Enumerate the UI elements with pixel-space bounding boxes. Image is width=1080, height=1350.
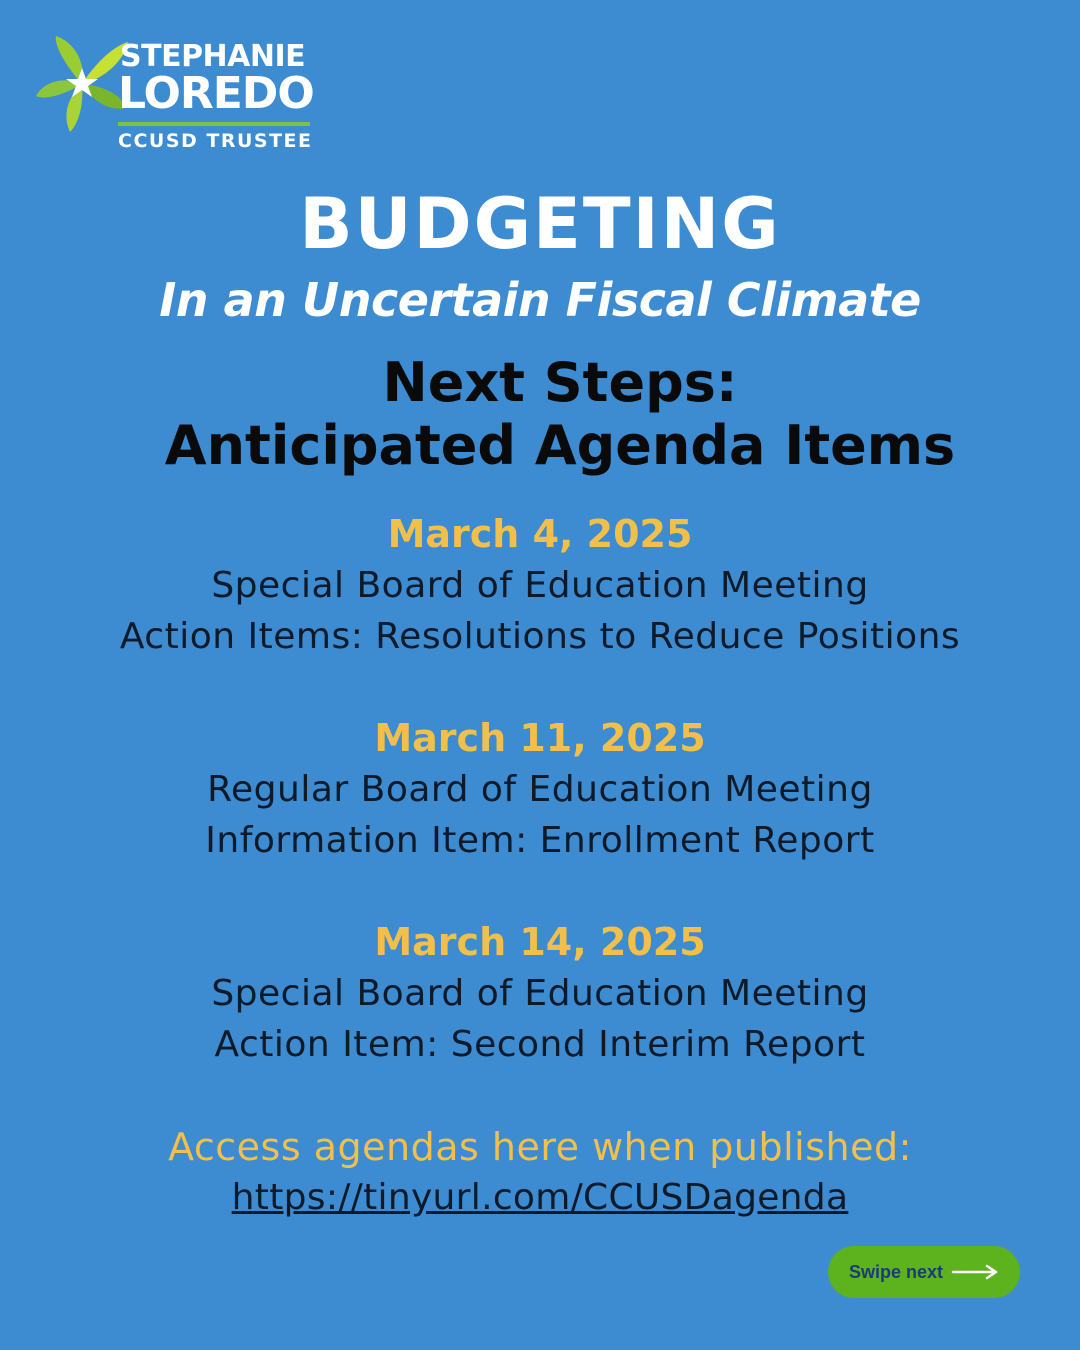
agenda-date: March 4, 2025	[387, 512, 693, 556]
logo-subtitle: CCUSD TRUSTEE	[118, 130, 313, 152]
swipe-next-button[interactable]	[828, 1246, 1020, 1298]
logo-first-name: STEPHANIE	[120, 39, 306, 74]
logo-divider	[118, 122, 310, 126]
page-title: BUDGETING	[299, 183, 781, 265]
agenda-item: Action Items: Resolutions to Reduce Positions	[119, 616, 961, 657]
agenda-date: March 14, 2025	[374, 920, 706, 964]
arrow-right-icon	[951, 1264, 999, 1280]
agenda-meeting: Regular Board of Education Meeting	[207, 769, 873, 810]
swipe-next-label: Swipe next	[848, 1261, 944, 1282]
agenda-date: March 11, 2025	[374, 716, 706, 760]
logo-last-name: LOREDO	[118, 68, 314, 119]
agenda-item: Information Item: Enrollment Report	[205, 820, 875, 861]
access-agendas-text: Access agendas here when published:	[168, 1125, 912, 1169]
agenda-item: Action Item: Second Interim Report	[214, 1024, 866, 1065]
agenda-meeting: Special Board of Education Meeting	[211, 565, 869, 606]
agenda-meeting: Special Board of Education Meeting	[211, 973, 869, 1014]
candidate-logo	[34, 34, 324, 154]
section-heading-line-2: Anticipated Agenda Items	[164, 414, 956, 477]
flower-icon	[34, 34, 130, 134]
page-subtitle: In an Uncertain Fiscal Climate	[159, 273, 921, 327]
agenda-link[interactable]: https://tinyurl.com/CCUSDagenda	[231, 1177, 849, 1218]
section-heading-line-1: Next Steps:	[382, 351, 738, 414]
